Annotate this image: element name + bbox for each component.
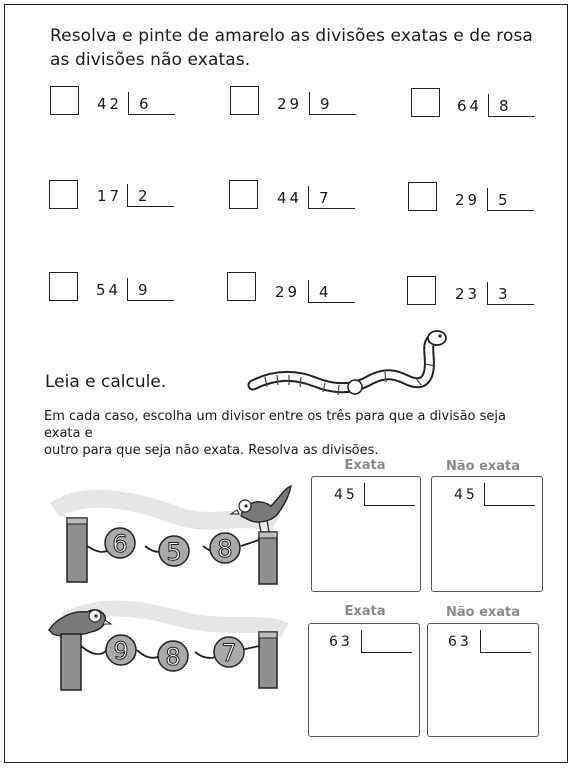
worm-illustration	[245, 330, 455, 400]
answer-box-exata-1[interactable]	[311, 476, 421, 592]
ball-1-number: 9	[113, 637, 129, 665]
dividend: 29	[275, 283, 301, 301]
instruction-line-1: Resolva e pinte de amarelo as divisões exatas e de rosa	[50, 26, 533, 46]
dividend: 64	[457, 97, 483, 115]
division-bracket	[484, 483, 535, 506]
post-right	[259, 532, 277, 584]
divisor: 9	[138, 281, 148, 299]
ball-1-number: 6	[112, 530, 128, 558]
post-left	[67, 518, 87, 582]
ball-2-number: 5	[166, 538, 182, 566]
color-checkbox-1[interactable]	[50, 86, 79, 115]
color-checkbox-6[interactable]	[408, 182, 437, 211]
color-checkbox-8[interactable]	[227, 272, 256, 301]
dividend: 45	[334, 487, 358, 503]
instructions	[50, 24, 550, 72]
nao-exata-label-1: Não exata	[445, 459, 521, 474]
exata-label-1: Exata	[344, 458, 386, 473]
divisor: 3	[498, 285, 508, 303]
answer-box-nao-exata-1[interactable]	[431, 476, 543, 592]
division-bracket	[308, 186, 355, 209]
dividend: 54	[96, 281, 122, 299]
division-bracket	[128, 92, 175, 115]
section-text-line-2: outro para que seja não exata. Resolva as divisões.	[44, 443, 379, 458]
ball-3-number: 7	[221, 639, 237, 667]
section-instructions	[44, 408, 544, 459]
divisor: 5	[498, 191, 508, 209]
color-checkbox-3[interactable]	[411, 88, 440, 117]
dividend: 45	[454, 487, 478, 503]
instruction-line-2: as divisões não exatas.	[50, 50, 251, 70]
dividend: 17	[97, 187, 123, 205]
section-text-line-1: Em cada caso, escolha um divisor entre os três para que a divisão seja exata e	[44, 409, 506, 441]
color-checkbox-2[interactable]	[230, 86, 259, 115]
division-bracket	[487, 188, 534, 211]
divisor: 8	[499, 97, 509, 115]
divisor: 6	[139, 95, 149, 113]
divisor: 4	[319, 283, 329, 301]
division-bracket	[127, 184, 174, 207]
dividend: 29	[277, 95, 303, 113]
post-left	[61, 634, 81, 690]
color-checkbox-4[interactable]	[49, 180, 78, 209]
balls-on-posts-illustration-2	[45, 600, 305, 700]
dividend: 63	[448, 634, 472, 650]
balls-on-posts-illustration-1	[45, 480, 305, 590]
division-bracket	[361, 630, 412, 653]
color-checkbox-5[interactable]	[229, 180, 258, 209]
color-checkbox-7[interactable]	[49, 272, 78, 301]
answer-box-nao-exata-2[interactable]	[427, 623, 539, 737]
division-bracket	[308, 280, 355, 303]
division-bracket	[488, 94, 535, 117]
dividend: 42	[97, 95, 123, 113]
bird-icon	[49, 610, 111, 636]
dividend: 23	[455, 285, 481, 303]
divisor: 2	[138, 187, 148, 205]
section-title: Leia e calcule.	[45, 372, 167, 392]
dividend: 63	[329, 634, 353, 650]
ball-3-number: 8	[217, 535, 233, 563]
divisor: 9	[320, 95, 330, 113]
division-bracket	[127, 278, 174, 301]
post-right	[259, 632, 277, 688]
division-bracket	[309, 92, 356, 115]
dividend: 29	[455, 191, 481, 209]
exata-label-2: Exata	[344, 604, 386, 619]
divisor: 7	[319, 189, 329, 207]
ball-2-number: 8	[165, 643, 181, 671]
division-bracket	[487, 282, 534, 305]
division-bracket	[364, 483, 415, 506]
dividend: 44	[277, 189, 303, 207]
answer-box-exata-2[interactable]	[308, 623, 420, 737]
division-bracket	[480, 630, 531, 653]
color-checkbox-9[interactable]	[407, 276, 436, 305]
nao-exata-label-2: Não exata	[445, 605, 521, 620]
